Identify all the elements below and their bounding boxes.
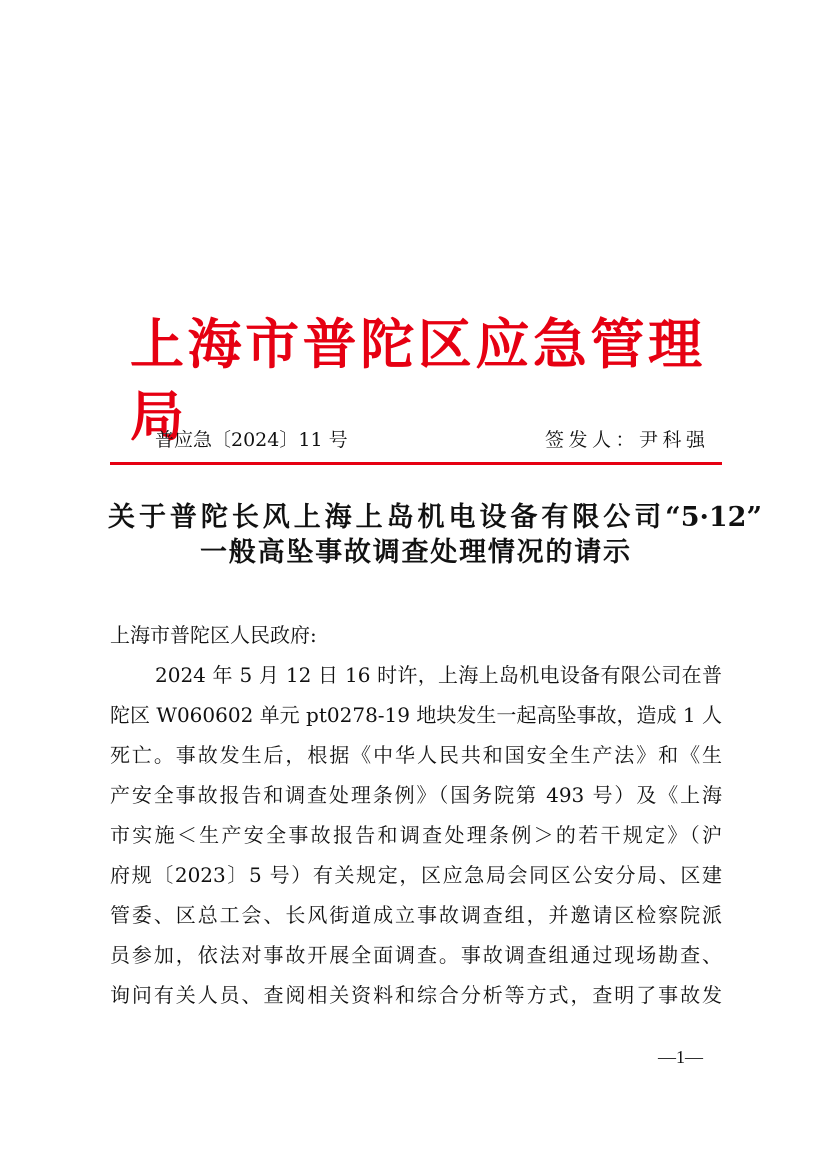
body-line: 管委、区总工会、长风街道成立事故调查组，并邀请区检察院派 (110, 903, 722, 927)
document-title-line-1: 关于普陀长风上海上岛机电设备有限公司“5·12” (108, 502, 762, 533)
body-line: 员参加，依法对事故开展全面调查。事故调查组通过现场勘查、 (110, 943, 722, 967)
body-line: 产安全事故报告和调查处理条例》（国务院第 493 号）及《上海 (110, 783, 722, 807)
page-number: —1— (658, 1047, 703, 1067)
body-line: 死亡。事故发生后，根据《中华人民共和国安全生产法》和《生 (110, 743, 722, 767)
body-line: 询问有关人员、查阅相关资料和综合分析等方式，查明了事故发 (110, 983, 722, 1007)
document-title-line-2: 一般高坠事故调查处理情况的请示 (200, 537, 630, 568)
salutation: 上海市普陀区人民政府: (110, 623, 317, 647)
red-divider-line (110, 462, 722, 465)
body-line: 2024 年 5 月 12 日 16 时许，上海上岛机电设备有限公司在普 (155, 663, 722, 687)
signer: 签发人：尹科强 (545, 429, 705, 451)
agency-name-header: 上海市普陀区应急管理局 (130, 312, 702, 448)
body-line: 市实施＜生产安全事故报告和调查处理条例＞的若干规定》（沪 (110, 823, 722, 847)
body-paragraph (110, 655, 722, 1015)
body-line: 陀区 W060602 单元 pt0278-19 地块发生一起高坠事故，造成 1 人 (110, 703, 722, 727)
body-line: 府规〔2023〕5 号）有关规定，区应急局会同区公安分局、区建 (110, 863, 722, 887)
document-number: 普应急〔2024〕11 号 (155, 429, 348, 451)
